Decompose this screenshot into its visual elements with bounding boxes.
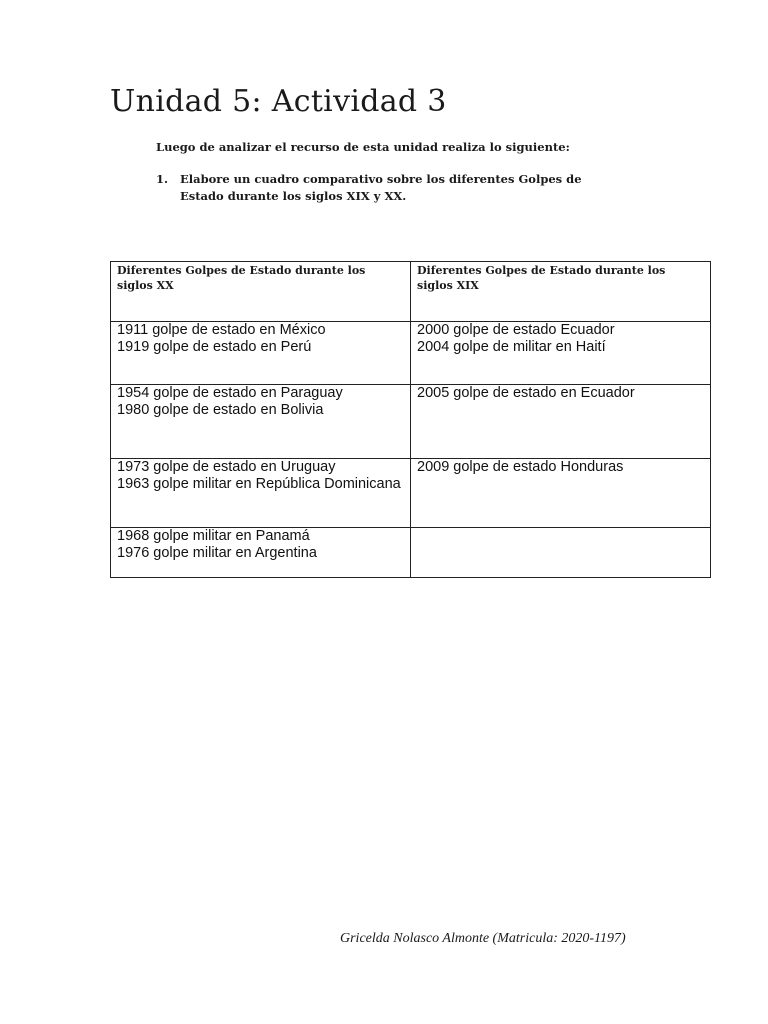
intro-text: Luego de analizar el recurso de esta unidad realiza lo siguiente: xyxy=(156,140,570,154)
table-row xyxy=(111,385,711,459)
page-title: Unidad 5: Actividad 3 xyxy=(110,84,447,119)
table-row xyxy=(111,459,711,528)
cell-entry: 2004 golpe de militar en Haití xyxy=(417,339,606,355)
instruction-number: 1. xyxy=(156,172,169,186)
comparison-table xyxy=(110,261,711,578)
cell-entry: 1911 golpe de estado en México xyxy=(117,322,326,338)
cell-entry: 1954 golpe de estado en Paraguay xyxy=(117,385,343,401)
table-row xyxy=(111,322,711,385)
table-cell xyxy=(111,459,411,528)
instruction-item xyxy=(156,171,626,205)
cell-entry: 2009 golpe de estado Honduras xyxy=(417,459,624,475)
instruction-text: Elabore un cuadro comparativo sobre los diferentes Golpes de Estado durante los siglos XIX y XX. xyxy=(180,172,582,203)
table-cell xyxy=(411,459,711,528)
author-footer: Gricelda Nolasco Almonte (Matricula: 2020-1197) xyxy=(340,931,626,946)
table-cell xyxy=(411,322,711,385)
cell-entry: 1976 golpe militar en Argentina xyxy=(117,545,317,561)
cell-entry: 1963 golpe militar en República Dominicana xyxy=(117,476,401,492)
table-cell-empty xyxy=(411,528,711,578)
cell-entry: 2005 golpe de estado en Ecuador xyxy=(417,385,635,401)
cell-entry: 1919 golpe de estado en Perú xyxy=(117,339,312,355)
cell-entry: 2000 golpe de estado Ecuador xyxy=(417,322,615,338)
table-cell xyxy=(411,385,711,459)
cell-entry: 1980 golpe de estado en Bolivia xyxy=(117,402,324,418)
table-cell xyxy=(111,528,411,578)
cell-entry: 1968 golpe militar en Panamá xyxy=(117,528,310,544)
cell-entry: 1973 golpe de estado en Uruguay xyxy=(117,459,336,475)
column-header-xx: Diferentes Golpes de Estado durante los siglos XX xyxy=(111,262,411,322)
table-row xyxy=(111,528,711,578)
table-header-row xyxy=(111,262,711,322)
table-cell xyxy=(111,322,411,385)
column-header-xix: Diferentes Golpes de Estado durante los siglos XIX xyxy=(411,262,711,322)
table-cell xyxy=(111,385,411,459)
